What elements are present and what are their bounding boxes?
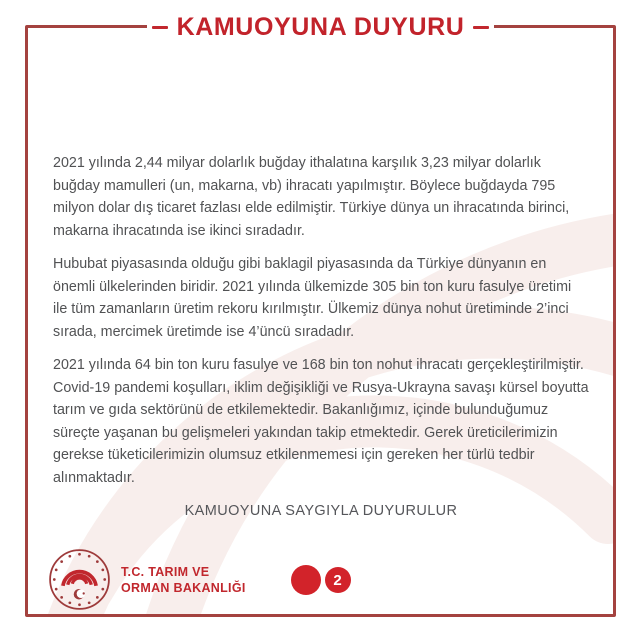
ministry-name: [121, 564, 246, 596]
ministry-name-line2: ORMAN BAKANLIĞI: [121, 580, 246, 595]
page-title: KAMUOYUNA DUYURU: [176, 13, 465, 41]
ministry-name-line1: T.C. TARIM VE: [121, 564, 210, 579]
footer: [48, 547, 593, 613]
paragraph-3: 2021 yılında 64 bin ton kuru fasulye ve 168 bin ton nohut ihracatı gerçekleştirilmiştir. Covid-19 pandemi koşulları, iklim değişikliği ve Rusya-Ukrayna savaşı kürsel boyutta tarım ve gıda sektörünü de etkilemektedir. Bakanlığımız, içinde bulunduğumuz süreçte yaşanan bu gelişmeleri yakından takip etmektedir. Gerek üreticilerimizin gerekse tüketicilerimizin olumsuz etkilenmemesi için gereken her türlü tedbir alınmaktadır.: [53, 357, 589, 486]
page-dot-2-active[interactable]: [325, 567, 351, 593]
closing-line: KAMUOYUNA SAYGIYLA DUYURULUR: [184, 503, 458, 519]
paragraph-2: Hububat piyasasında olduğu gibi baklagil piyasasında da Türkiye dünyanın en önemli ülkelerinden biridir. 2021 yılında ülkemizde 305 bin ton kuru fasulye üretimi ile tüm zamanların üretim rekoru kırılmıştır. Ülkemiz dünya nohut üretiminde 2’inci sırada, mercimek üretimde ise 4’üncü sıradadır.: [53, 256, 572, 340]
page-dot-1[interactable]: [291, 565, 321, 595]
current-page-number: 2: [333, 571, 342, 589]
ministry-identity: [48, 548, 246, 611]
page-indicator: [291, 565, 351, 595]
paragraph-1: 2021 yılında 2,44 milyar dolarlık buğday ithalatına karşılık 3,23 milyar dolarlık buğday mamulleri (un, makarna, vb) ihracatı yapılmıştır. Böylece buğdayda 795 milyon dolar dış ticaret fazlası elde edilmiştir. Türkiye dünya un ihracatında birinci, makarna ihracatında ise ikinci sıradadır.: [53, 155, 570, 239]
announcement-body: [53, 152, 589, 523]
title-left-dash: [152, 26, 168, 30]
crescent-star-icon: [74, 589, 86, 600]
title-right-dash: [473, 26, 489, 30]
title-inner: [147, 12, 495, 43]
title-band: [28, 12, 613, 43]
announcement-card: [25, 13, 616, 617]
ministry-emblem-icon: [48, 548, 111, 611]
